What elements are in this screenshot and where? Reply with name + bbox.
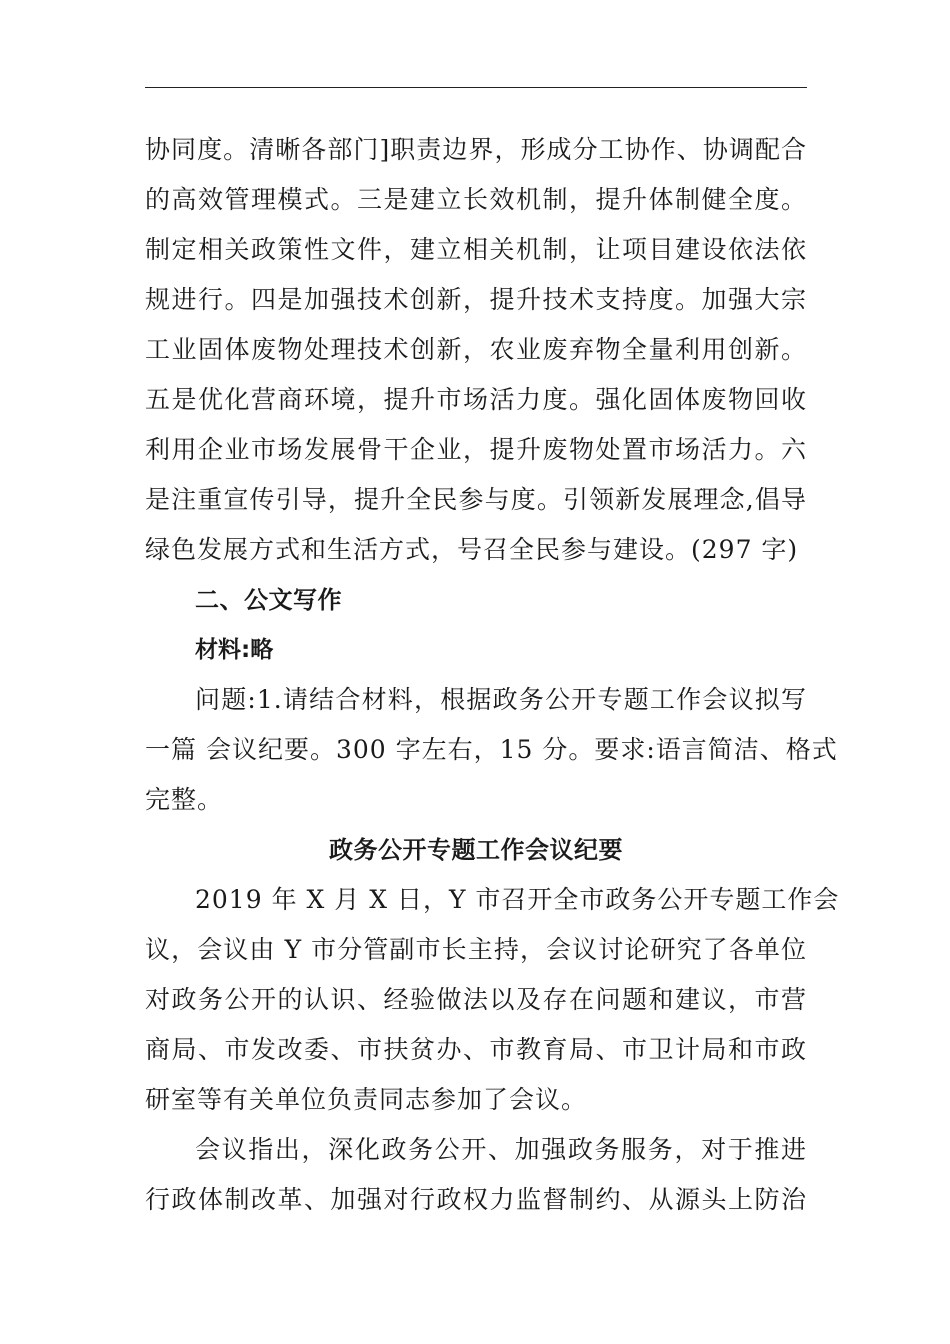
text-line: 规进行。四是加强技术创新，提升技术支持度。加强大宗 (145, 285, 807, 314)
text-line: 行政体制改革、加强对行政权力监督制约、从源头上防治 (145, 1185, 807, 1214)
text-line: 利用企业市场发展骨干企业，提升废物处置市场活力。六 (145, 435, 807, 464)
text-line: 对政务公开的认识、经验做法以及存在问题和建议，市营 (145, 985, 807, 1014)
text-line: 议，会议由 Y 市分管副市长主持，会议讨论研究了各单位 (145, 935, 807, 964)
question-paragraph (145, 675, 838, 825)
text-line: 五是优化营商环境，提升市场活力度。强化固体废物回收 (145, 385, 807, 414)
header-rule (145, 87, 807, 88)
minutes-paragraph-1 (145, 875, 840, 1125)
minutes-title: 政务公开专题工作会议纪要 (329, 836, 623, 864)
text-line: 商局、市发改委、市扶贫办、市教育局、市卫计局和市政 (145, 1035, 807, 1064)
text-line: 是注重宣传引导，提升全民参与度。引领新发展理念,倡导 (145, 485, 807, 514)
minutes-paragraph-2 (145, 1125, 807, 1225)
text-line: 2019 年 X 月 X 日，Y 市召开全市政务公开专题工作会 (195, 885, 840, 914)
section-heading: 二、公文写作 (195, 586, 342, 614)
text-line: 绿色发展方式和生活方式，号召全民参与建设。(297 字) (145, 535, 799, 564)
text-line: 会议指出，深化政务公开、加强政务服务，对于推进 (195, 1135, 807, 1164)
text-line: 完整。 (145, 785, 224, 814)
material-label: 材料:略 (195, 637, 274, 663)
text-line: 工业固体废物处理技术创新，农业废弃物全量利用创新。 (145, 335, 807, 364)
text-line: 一篇 会议纪要。300 字左右，15 分。要求:语言简洁、格式 (145, 735, 838, 764)
text-line: 研室等有关单位负责同志参加了会议。 (145, 1085, 588, 1114)
document-body (145, 125, 840, 1225)
paragraph-previous-answer (145, 125, 807, 575)
text-line: 问题:1.请结合材料，根据政务公开专题工作会议拟写 (195, 685, 807, 714)
text-line: 协同度。清晰各部门]职责边界，形成分工协作、协调配合 (145, 135, 807, 164)
text-line: 的高效管理模式。三是建立长效机制，提升体制健全度。 (145, 185, 807, 214)
text-line: 制定相关政策性文件，建立相关机制，让项目建设依法依 (145, 235, 807, 264)
